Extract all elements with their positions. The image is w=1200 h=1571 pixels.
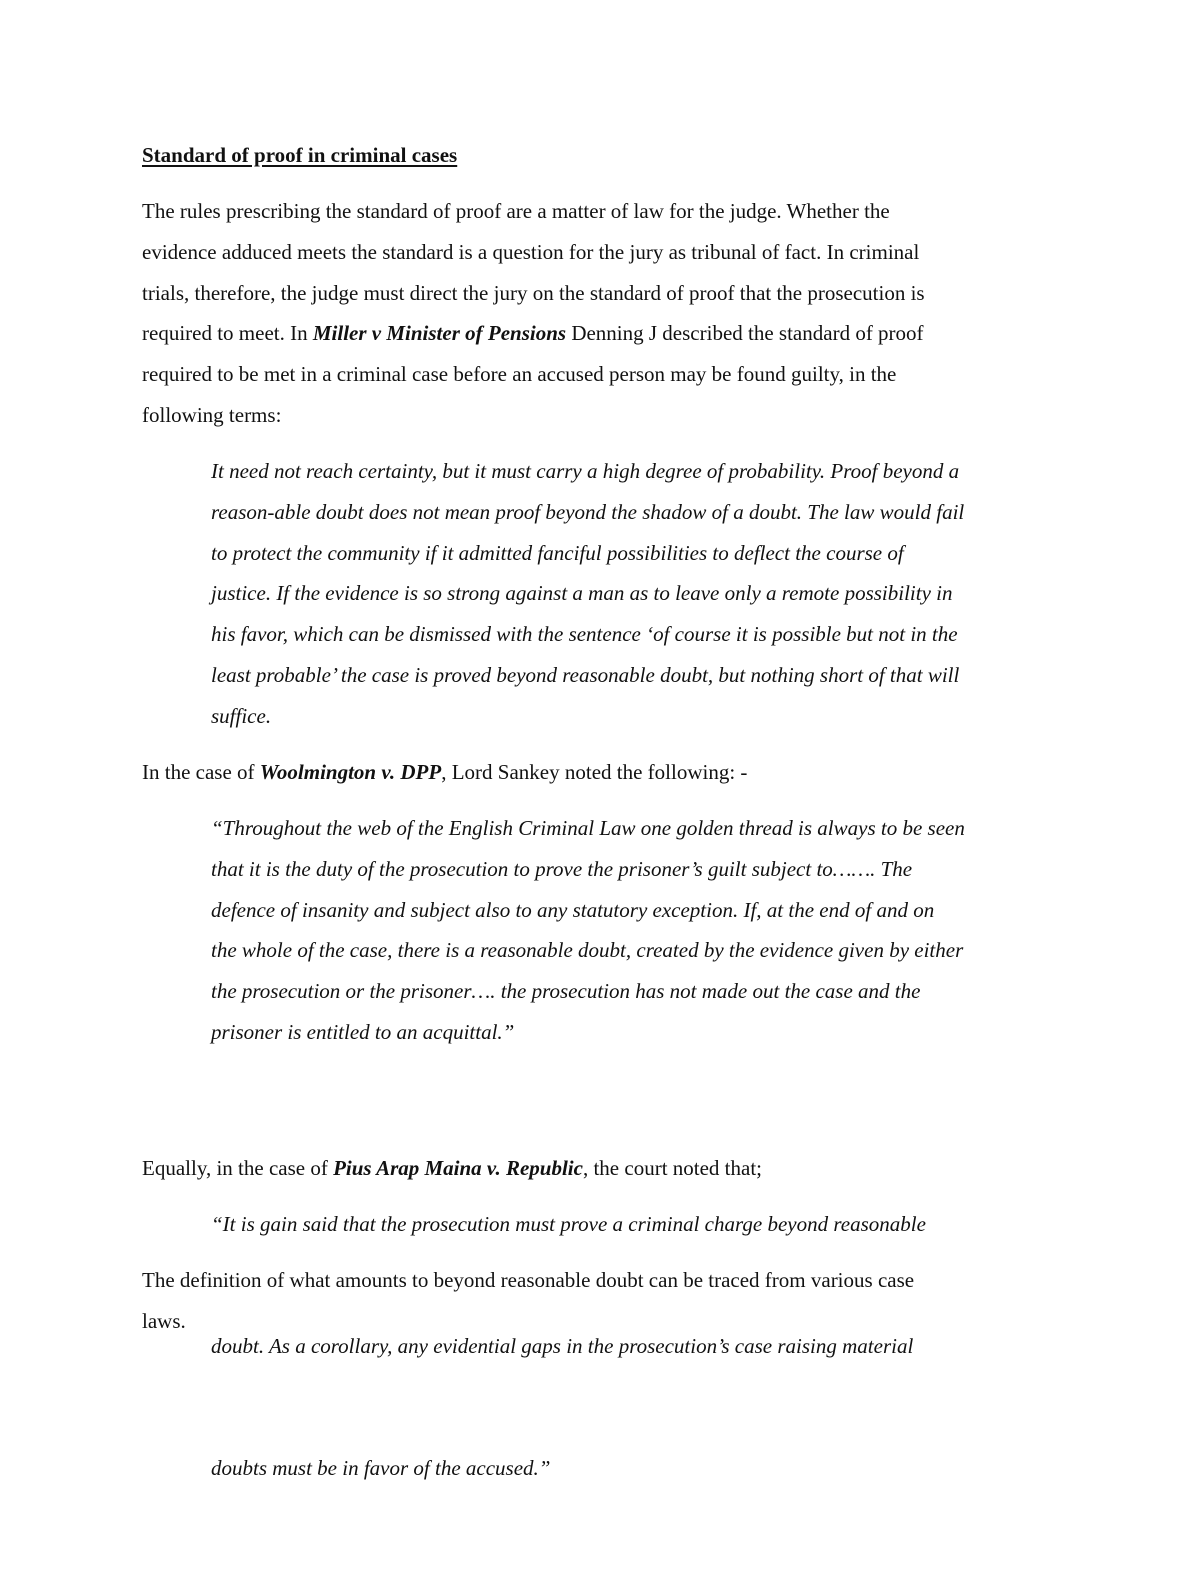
text-line: The definition of what amounts to beyond reasonable doubt can be traced from various case [142, 1268, 915, 1292]
quote-line: the prosecution or the prisoner…. the prosecution has not made out the case and the [211, 979, 921, 1004]
quote-line: defence of insanity and subject also to any statutory exception. If, at the end of and on [211, 897, 935, 922]
quote-line: to protect the community if it admitted fanciful possibilities to deflect the course of [211, 540, 904, 565]
quote-line: doubt. As a corollary, any evidential gaps in the prosecution’s case raising material [211, 1333, 914, 1358]
case-name-miller: Miller v Minister of Pensions [312, 321, 567, 346]
text-line: trials, therefore, the judge must direct the jury on the standard of proof that the prosecution is [142, 280, 925, 305]
text-line [142, 752, 747, 793]
quote-block-pius [211, 1122, 926, 1571]
text-fragment: required to meet. In [142, 321, 313, 346]
quote-line: “Throughout the web of the English Criminal Law one golden thread is always to be seen [211, 816, 965, 840]
case-name-woolmington: Woolmington v. DPP [259, 760, 442, 784]
text-fragment: , Lord Sankey noted the following: - [441, 760, 748, 784]
woolmington-paragraph [142, 752, 747, 793]
quote-line: that it is the duty of the prosecution to prove the prisoner’s guilt subject to……. The [211, 856, 913, 881]
text-line [142, 313, 925, 354]
conclusion-paragraph [142, 1260, 914, 1342]
quote-line: It need not reach certainty, but it must carry a high degree of probability. Proof beyond a [211, 459, 960, 483]
text-line: The rules prescribing the standard of proof are a matter of law for the judge. Whether the [142, 199, 890, 223]
quote-line: his favor, which can be dismissed with the sentence ‘of course it is possible but not in the [211, 622, 958, 647]
text-fragment: Equally, in the case of [142, 1155, 334, 1180]
page-title: Standard of proof in criminal cases [142, 143, 458, 167]
text-line: following terms: [142, 402, 282, 427]
quote-line: “It is gain said that the prosecution must prove a criminal charge beyond reasonable [211, 1211, 926, 1236]
text-fragment: , the court noted that; [582, 1155, 763, 1180]
quote-line: prisoner is entitled to an acquittal.” [211, 1019, 515, 1044]
quote-block-denning [211, 451, 964, 737]
quote-line: reason-able doubt does not mean proof beyond the shadow of a doubt. The law would fail [211, 499, 965, 524]
text-fragment: Denning J described the standard of proof [566, 321, 924, 346]
text-line: evidence adduced meets the standard is a question for the jury as tribunal of fact. In criminal [142, 239, 920, 264]
text-fragment: In the case of [142, 760, 260, 784]
quote-line: doubts must be in favor of the accused.” [211, 1456, 551, 1481]
text-line: required to be met in a criminal case before an accused person may be found guilty, in the [142, 362, 897, 387]
quote-line: the whole of the case, there is a reasonable doubt, created by the evidence given by either [211, 938, 964, 963]
text-line: laws. [142, 1308, 186, 1333]
quote-block-sankey [211, 808, 965, 1053]
quote-line: least probable’ the case is proved beyond reasonable doubt, but nothing short of that will [211, 662, 960, 687]
quote-line: suffice. [211, 703, 272, 728]
quote-line: justice. If the evidence is so strong against a man as to leave only a remote possibility in [211, 581, 953, 606]
case-name-pius: Pius Arap Maina v. Republic [333, 1155, 583, 1180]
intro-paragraph [142, 191, 925, 436]
